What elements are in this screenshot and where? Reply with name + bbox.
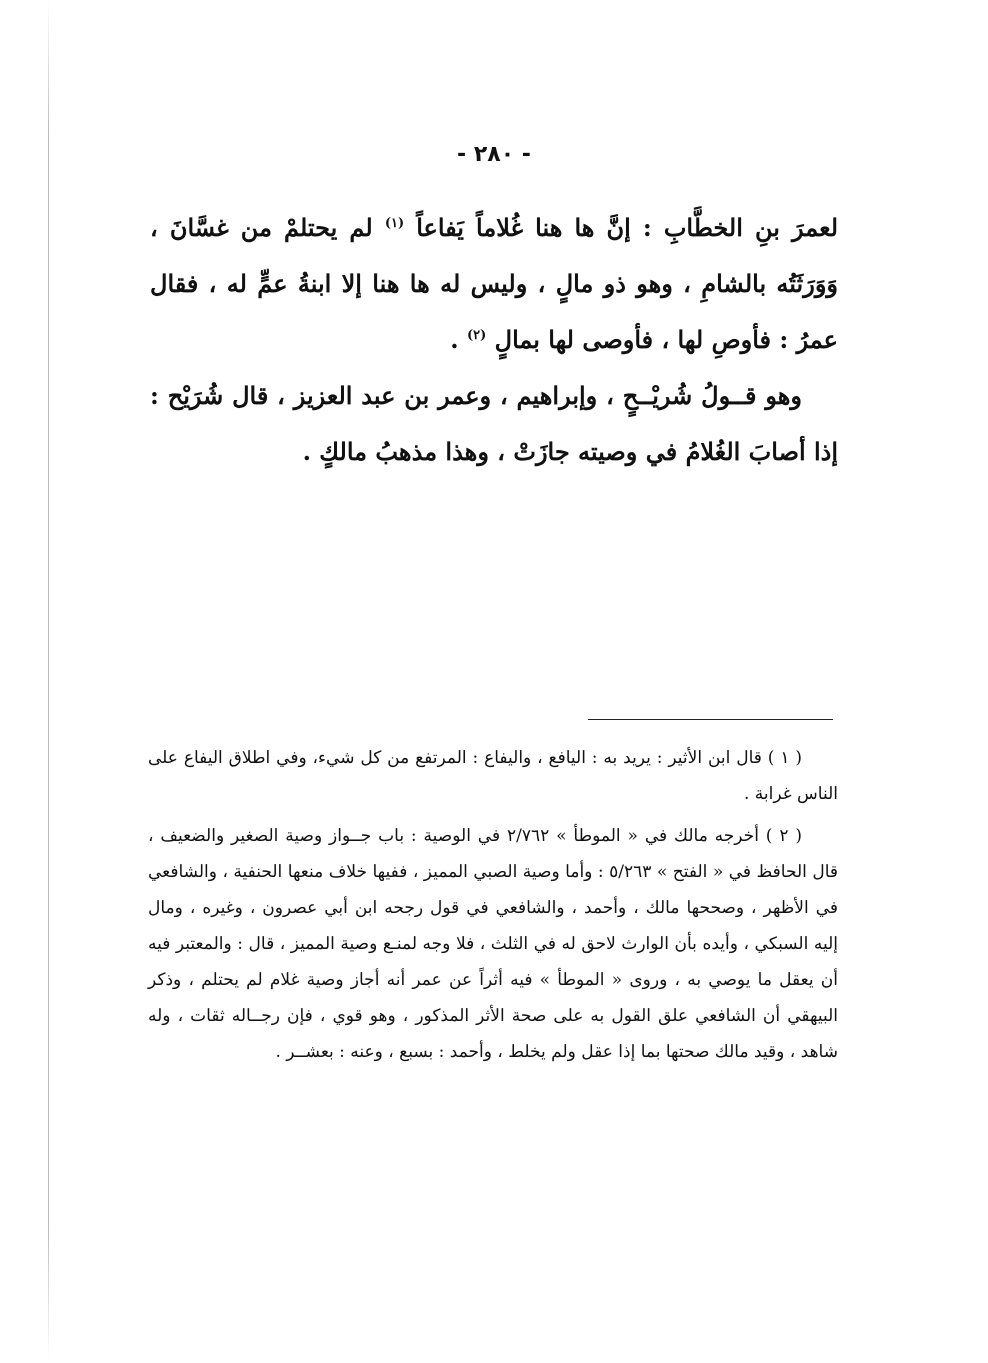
main-text xyxy=(150,200,838,480)
main-paragraph-1-end: . xyxy=(450,325,459,354)
footnote-2: ( ٢ ) أخرجه مالك في « الموطأ » ٢/٧٦٢ في الوصية : باب جــواز وصية الصغير والضعيف ، قال الحافظ في « الفتح » ٥/٢٦٣ : وأما وصية الصبي المميز ، ففيها خلاف منعها الحنفية ، والشافعي في الأظهر ، وصححها مالك ، وأحمد ، والشافعي في قول رجحه ابن أبي عصرون ، وغيره ، ومال إليه السبكي ، وأيده بأن الوارث لاحق له في الثلث ، فلا وجه لمنـع وصية المميز ، قال : والمعتبر فيه أن يعقل ما يوصي به ، وروى « الموطأ » فيه أثراً عن عمر أنه أجاز وصية غلام لم يحتلم ، وذكر البيهقي أن الشافعي علق القول به على صحة الأثر المذكور ، وهو قوي ، فإن رجــاله ثقات ، وله شاهد ، وقيد مالك صحتها بما إذا عقل ولم يخلط ، وأحمد : بسبع ، وعنه : بعشــر . xyxy=(148,826,838,1062)
footnote-separator xyxy=(588,719,833,720)
footnote-1: ( ١ ) قال ابن الأثير : يريد به : اليافع ، واليفاع : المرتفع من كل شيء، وفي اطلاق اليفاع على الناس غرابة . xyxy=(148,748,838,804)
main-paragraph-1-cont: لم يحتلمْ من غسَّانَ ، وَوَرَثَتُه بالشامِ ، وهو ذو مالٍ ، وليس له ها هنا إلا ابنةُ عمٍّ له ، فقال عمرُ : فأوصِ لها ، فأوصى لها بمالٍ xyxy=(150,213,838,354)
footnote-ref-1: (١) xyxy=(384,216,405,231)
main-paragraph-1-start: لعمرَ بنِ الخطَّابِ : إنَّ ها هنا غُلاماً يَفاعاً xyxy=(416,213,839,242)
main-paragraph-2: وهو قــولُ شُريْــحٍ ، وإبراهيم ، وعمر بن عبد العزيز ، قال شُرَيْح : إذا أصابَ الغُلامُ في وصيته جازَتْ ، وهذا مذهبُ مالكٍ . xyxy=(150,381,838,466)
scan-edge-line xyxy=(48,0,49,1363)
page-number: - ٢٨٠ - xyxy=(457,142,531,167)
footnote-ref-2: (٢) xyxy=(466,328,487,343)
footnotes xyxy=(148,740,838,1076)
main-paragraph-1 xyxy=(150,200,838,368)
